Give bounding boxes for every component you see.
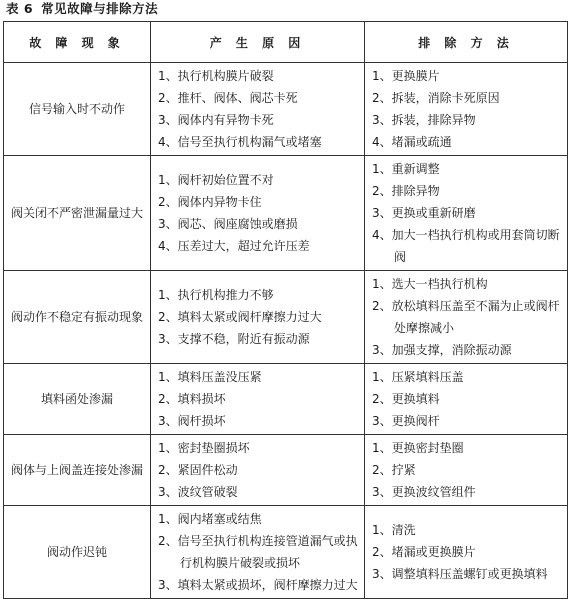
cause-item: 1、阀内堵塞或结焦 (158, 512, 262, 526)
fault-row (4, 364, 568, 435)
cause-item: 2、填料太紧或阀杆摩擦力过大 (158, 310, 322, 324)
remedy-item: 2、放松填料压盖至不漏为止或阀杆处摩擦减小 (372, 299, 560, 335)
remedy-item: 1、选大一档执行机构 (372, 277, 488, 291)
remedy-item: 1、压紧填料压盖 (372, 370, 464, 384)
remedy-item: 4、加大一档执行机构或用套筒切断阀 (372, 228, 560, 264)
fault-row (4, 63, 568, 156)
cause-list (151, 63, 365, 156)
remedy-item: 1、更换密封垫圈 (372, 441, 464, 455)
fault-phenomenon: 阀关闭不严密泄漏量过大 (4, 156, 151, 271)
fault-row (4, 271, 568, 364)
cause-item: 2、推杆、阀体、阀芯卡死 (158, 91, 298, 105)
remedy-list (365, 435, 568, 506)
remedy-item: 3、加强支撑，消除振动源 (372, 343, 512, 357)
remedy-item: 2、更换填料 (372, 392, 440, 406)
cause-item: 1、阀杆初始位置不对 (158, 173, 274, 187)
fault-phenomenon: 阀体与上阀盖连接处渗漏 (4, 435, 151, 506)
remedy-item: 3、调整填料压盖螺钉或更换填料 (372, 567, 548, 581)
cause-item: 3、阀芯、阀座腐蚀或磨损 (158, 217, 298, 231)
remedy-item: 1、更换膜片 (372, 69, 440, 83)
cause-list (151, 435, 365, 506)
cause-item: 2、阀体内异物卡住 (158, 195, 262, 209)
cause-item: 1、执行机构推力不够 (158, 288, 274, 302)
cause-item: 3、阀体内有异物卡死 (158, 113, 274, 127)
remedy-list (365, 156, 568, 271)
header-row (4, 22, 568, 63)
remedy-item: 2、拆装，消除卡死原因 (372, 91, 500, 105)
remedy-item: 2、堵漏或更换膜片 (372, 545, 476, 559)
cause-item: 1、填料压盖没压紧 (158, 370, 262, 384)
remedy-item: 1、清洗 (372, 523, 416, 537)
table-title: 常见故障与排除方法 (41, 1, 159, 16)
fault-row (4, 156, 568, 271)
cause-item: 3、波纹管破裂 (158, 485, 238, 499)
remedy-item: 2、拧紧 (372, 463, 416, 477)
header-phenomenon: 故 障 现 象 (4, 22, 151, 63)
table-caption (6, 0, 158, 18)
cause-item: 2、信号至执行机构连接管道漏气或执行机构膜片破裂或损坏 (158, 534, 358, 570)
cause-list (151, 271, 365, 364)
table-number: 表 6 (6, 1, 34, 16)
cause-item: 1、密封垫圈损坏 (158, 441, 250, 455)
remedy-list (365, 63, 568, 156)
cause-item: 3、支撑不稳，附近有振动源 (158, 332, 310, 346)
remedy-list (365, 271, 568, 364)
fault-phenomenon: 信号输入时不动作 (4, 63, 151, 156)
fault-phenomenon: 阀动作不稳定有振动现象 (4, 271, 151, 364)
remedy-item: 3、更换阀杆 (372, 414, 440, 428)
remedy-item: 3、更换或重新研磨 (372, 206, 476, 220)
cause-item: 4、信号至执行机构漏气或堵塞 (158, 135, 322, 149)
remedy-item: 4、堵漏或疏通 (372, 135, 452, 149)
header-cause: 产 生 原 因 (151, 22, 365, 63)
fault-row (4, 506, 568, 599)
cause-list (151, 156, 365, 271)
cause-item: 3、填料太紧或损坏，阀杆摩擦力过大 (158, 578, 358, 592)
fault-row (4, 435, 568, 506)
remedy-item: 3、更换波纹管组件 (372, 485, 476, 499)
cause-item: 4、压差过大，超过允许压差 (158, 239, 310, 253)
remedy-item: 3、拆装，排除异物 (372, 113, 476, 127)
cause-item: 2、填料损坏 (158, 392, 226, 406)
cause-item: 1、执行机构膜片破裂 (158, 69, 274, 83)
remedy-list (365, 364, 568, 435)
cause-list (151, 506, 365, 599)
remedy-item: 2、排除异物 (372, 184, 440, 198)
remedy-item: 1、重新调整 (372, 162, 440, 176)
fault-phenomenon: 阀动作迟钝 (4, 506, 151, 599)
cause-list (151, 364, 365, 435)
header-remedy: 排 除 方 法 (365, 22, 568, 63)
remedy-list (365, 506, 568, 599)
fault-table (3, 21, 568, 599)
cause-item: 3、阀杆损坏 (158, 414, 226, 428)
fault-phenomenon: 填料函处渗漏 (4, 364, 151, 435)
cause-item: 2、紧固件松动 (158, 463, 238, 477)
